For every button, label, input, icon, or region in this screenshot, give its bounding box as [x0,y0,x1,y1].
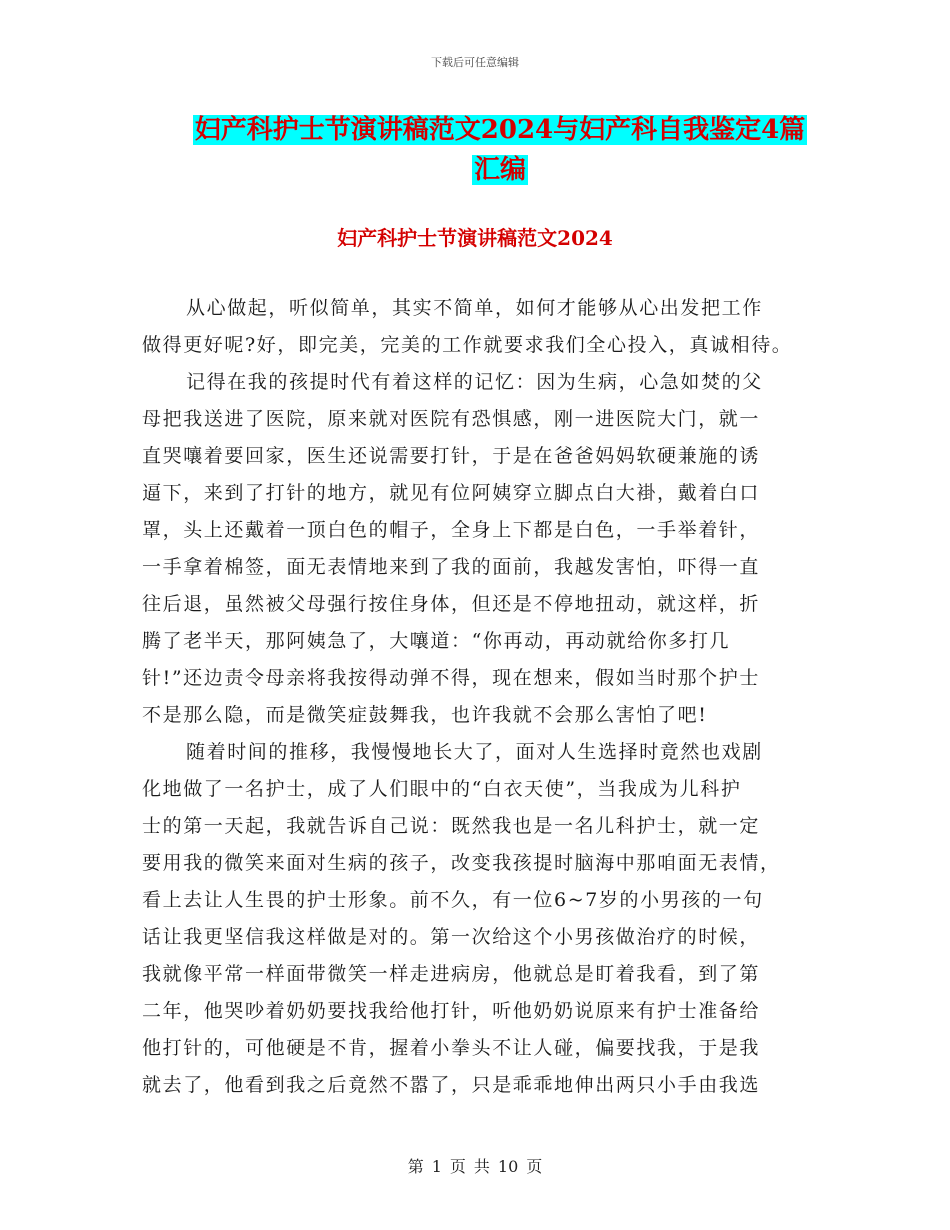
text-line: 不是那么隐，而是微笑症鼓舞我，也许我就不会那么害怕了吧! [142,704,708,726]
text-line: 要用我的微笑来面对生病的孩子，改变我孩提时脑海中那咱面无表情， [142,852,781,874]
text-line: 逼下，来到了打针的地方，就见有位阿姨穿立脚点白大褂，戴着白口 [142,482,761,504]
text-line: 针!”还边责令母亲将我按得动弹不得，现在想来，假如当时那个护士 [142,667,760,689]
text-line: 腾了老半天，那阿姨急了，大嚷道：“你再动，再动就给你多打几 [142,630,731,652]
text-line: 我就像平常一样面带微笑一样走进病房，他就总是盯着我看，到了第 [142,963,761,985]
header-note: 下载后可任意编辑 [431,56,519,69]
text-line: 母把我送进了医院，原来就对医院有恐惧感，刚一进医院大门，就一 [142,408,761,430]
text-line: 往后退，虽然被父母强行按住身体，但还是不停地扭动，就这样，折 [142,593,761,615]
text-line: 一手拿着棉签，面无表情地来到了我的面前，我越发害怕，吓得一直 [142,556,761,578]
text-line: 就去了，他看到我之后竟然不嚣了，只是乖乖地伸出两只小手由我选 [142,1074,761,1096]
text-line: 士的第一天起，我就告诉自己说：既然我也是一名儿科护士，就一定 [142,815,761,837]
document-title-line-2: 汇编 [473,155,526,185]
text-line: 二年，他哭吵着奶奶要找我给他打针，听他奶奶说原来有护士准备给 [142,1000,761,1022]
page-footer [0,1154,950,1177]
text-line: 随着时间的推移，我慢慢地长大了，面对人生选择时竟然也戏剧 [186,741,763,763]
footer-suffix: 页 [526,1157,543,1176]
body-text [142,290,842,1104]
text-line: 记得在我的孩提时代有着这样的记忆：因为生病，心急如焚的父 [186,371,763,393]
footer-total-word: 共 [473,1157,490,1176]
footer-prefix: 第 [407,1157,424,1176]
page-number: 1 [431,1157,442,1176]
text-line: 他打针的，可他硬是不肯，握着小拳头不让人碰，偏要找我，于是我 [142,1037,761,1059]
text-line: 看上去让人生畏的护士形象。前不久，有一位6~7岁的小男孩的一句 [142,889,764,911]
text-line: 直哭嚷着要回家，医生还说需要打针，于是在爸爸妈妈软硬兼施的诱 [142,445,761,467]
footer-page-word: 页 [449,1157,466,1176]
text-line: 罩，头上还戴着一顶白色的帽子，全身上下都是白色，一手举着针， [142,519,761,541]
total-pages: 10 [497,1157,519,1176]
text-line: 从心做起，听似简单，其实不简单，如何才能够从心出发把工作 [186,297,763,319]
document-title [140,110,860,190]
document-title-line-1: 妇产科护士节演讲稿范文2024与妇产科自我鉴定4篇 [194,115,806,145]
text-line: 化地做了一名护士，成了人们眼中的“白衣天使”，当我成为儿科护 [142,778,742,800]
text-line: 做得更好呢?好，即完美，完美的工作就要求我们全心投入，真诚相待。 [142,334,793,356]
section-title: 妇产科护士节演讲稿范文2024 [337,226,613,250]
text-line: 话让我更坚信我这样做是对的。第一次给这个小男孩做治疗的时候， [142,926,761,948]
